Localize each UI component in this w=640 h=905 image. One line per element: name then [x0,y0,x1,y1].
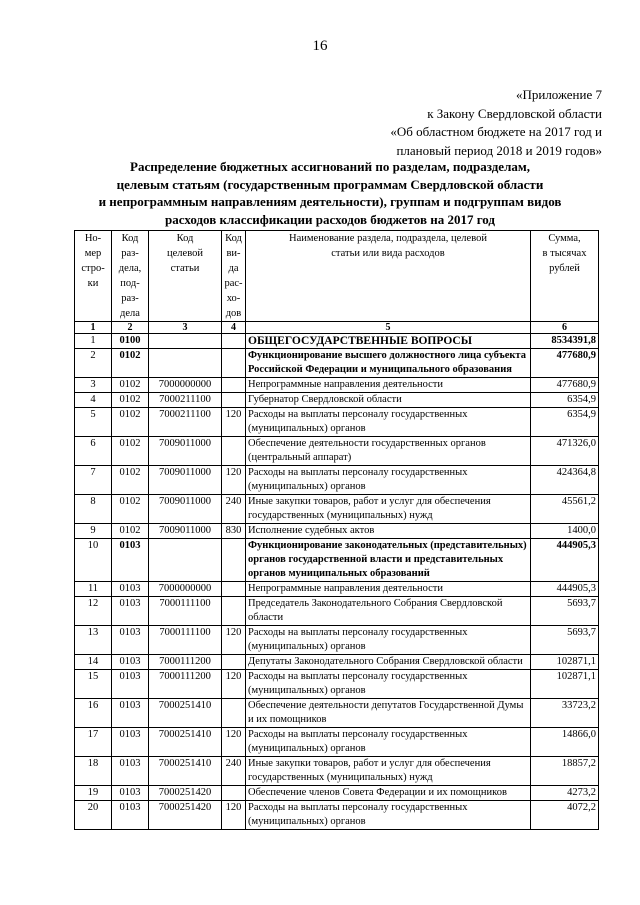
target-code: 7000111100 [149,597,222,626]
amount: 6354,9 [531,408,599,437]
target-code: 7000000000 [149,582,222,597]
amount: 5693,7 [531,597,599,626]
table-row [75,539,599,582]
section-code: 0102 [112,408,149,437]
row-number: 12 [75,597,112,626]
amount: 424364,8 [531,466,599,495]
table-row [75,393,599,408]
table-body [75,334,599,830]
section-code: 0103 [112,801,149,830]
target-code: 7000251410 [149,728,222,757]
section-code: 0103 [112,655,149,670]
header-target-code: Код целевой статьи [149,231,222,322]
appendix-line: плановый период 2018 и 2019 годов» [396,142,602,158]
section-code: 0103 [112,699,149,728]
header-sum: Сумма, в тысячах рублей [531,231,599,322]
expense-name: Расходы на выплаты персоналу государственных (муниципальных) органов [246,801,531,830]
row-number: 8 [75,495,112,524]
table-row [75,378,599,393]
expense-name: Депутаты Законодательного Собрания Свердловской области [246,655,531,670]
title-line: Распределение бюджетных ассигнований по разделам, подразделам, [130,159,530,174]
amount: 444905,3 [531,539,599,582]
expense-name: Расходы на выплаты персоналу государственных (муниципальных) органов [246,408,531,437]
section-code: 0103 [112,786,149,801]
column-number: 1 [75,322,112,334]
amount: 45561,2 [531,495,599,524]
section-code: 0102 [112,437,149,466]
title-line: и непрограммным направлениям деятельности), группам и подгруппам видов [98,194,562,209]
expense-kind-code: 120 [222,466,246,495]
expense-kind-code: 120 [222,670,246,699]
column-number-row [75,322,599,334]
row-number: 6 [75,437,112,466]
expense-name: Обеспечение членов Совета Федерации и их помощников [246,786,531,801]
row-number: 7 [75,466,112,495]
row-number: 10 [75,539,112,582]
section-code: 0103 [112,539,149,582]
target-code: 7009011000 [149,495,222,524]
target-code: 7000111100 [149,626,222,655]
row-number: 2 [75,349,112,378]
table-row [75,349,599,378]
expense-kind-code: 120 [222,408,246,437]
header-name: Наименование раздела, подраздела, целевой статьи или вида расходов [246,231,531,322]
target-code: 7000251410 [149,757,222,786]
row-number: 16 [75,699,112,728]
table-row [75,655,599,670]
row-number: 13 [75,626,112,655]
document-title [60,158,600,228]
table-row [75,597,599,626]
header-section-code: Код раз- дела, под- раз- дела [112,231,149,322]
table-row [75,728,599,757]
row-number: 9 [75,524,112,539]
target-code [149,334,222,349]
expense-kind-code [222,786,246,801]
row-number: 15 [75,670,112,699]
amount: 33723,2 [531,699,599,728]
column-number: 6 [531,322,599,334]
expense-kind-code: 830 [222,524,246,539]
section-code: 0103 [112,670,149,699]
expense-kind-code: 120 [222,728,246,757]
section-code: 0100 [112,334,149,349]
table-row [75,582,599,597]
appendix-heading [390,86,602,160]
row-number: 3 [75,378,112,393]
table-row [75,495,599,524]
expense-kind-code: 120 [222,801,246,830]
amount: 6354,9 [531,393,599,408]
section-code: 0102 [112,524,149,539]
table-row [75,786,599,801]
target-code [149,349,222,378]
expense-name: Иные закупки товаров, работ и услуг для обеспечения государственных (муниципальных) нужд [246,757,531,786]
amount: 444905,3 [531,582,599,597]
expense-name: Иные закупки товаров, работ и услуг для обеспечения государственных (муниципальных) нужд [246,495,531,524]
expense-kind-code: 240 [222,757,246,786]
table-row [75,524,599,539]
amount: 18857,2 [531,757,599,786]
header-row-number: Но- мер стро- ки [75,231,112,322]
target-code: 7000251420 [149,786,222,801]
section-code: 0103 [112,626,149,655]
table-row [75,408,599,437]
table-row [75,437,599,466]
row-number: 1 [75,334,112,349]
column-number: 5 [246,322,531,334]
expense-name: Расходы на выплаты персоналу государственных (муниципальных) органов [246,466,531,495]
section-code: 0102 [112,495,149,524]
expense-name: Расходы на выплаты персоналу государственных (муниципальных) органов [246,728,531,757]
target-code: 7000000000 [149,378,222,393]
amount: 471326,0 [531,437,599,466]
expense-name: Председатель Законодательного Собрания Свердловской области [246,597,531,626]
row-number: 11 [75,582,112,597]
section-code: 0102 [112,393,149,408]
expense-kind-code [222,378,246,393]
amount: 8534391,8 [531,334,599,349]
target-code: 7000251410 [149,699,222,728]
expense-name: Обеспечение деятельности депутатов Государственной Думы и их помощников [246,699,531,728]
expense-kind-code [222,437,246,466]
section-code: 0102 [112,466,149,495]
section-code: 0103 [112,597,149,626]
section-code: 0103 [112,728,149,757]
title-line: расходов классификации расходов бюджетов на 2017 год [164,211,495,227]
section-code: 0103 [112,582,149,597]
table-row [75,670,599,699]
amount: 1400,0 [531,524,599,539]
amount: 477680,9 [531,349,599,378]
section-code: 0102 [112,349,149,378]
table-row [75,466,599,495]
target-code: 7000111200 [149,670,222,699]
target-code: 7000211100 [149,408,222,437]
expense-kind-code [222,393,246,408]
target-code: 7000211100 [149,393,222,408]
table-row [75,699,599,728]
amount: 4072,2 [531,801,599,830]
appendix-line: «Приложение 7 [515,87,602,102]
column-number: 3 [149,322,222,334]
expense-kind-code [222,334,246,349]
row-number: 17 [75,728,112,757]
row-number: 5 [75,408,112,437]
target-code: 7009011000 [149,524,222,539]
expense-name: Непрограммные направления деятельности [246,582,531,597]
row-number: 20 [75,801,112,830]
expense-kind-code: 240 [222,495,246,524]
budget-table [74,230,599,830]
table-row [75,334,599,349]
expense-name: Функционирование законодательных (представительных) органов государственной власти и представительных органов муниципальных образований [246,539,531,582]
section-code: 0103 [112,757,149,786]
table-header-row [75,231,599,322]
title-line: целевым статьям (государственным программам Свердловской области [116,176,544,192]
column-number: 4 [222,322,246,334]
amount: 14866,0 [531,728,599,757]
expense-kind-code [222,597,246,626]
expense-kind-code: 120 [222,626,246,655]
expense-kind-code [222,699,246,728]
expense-name: Непрограммные направления деятельности [246,378,531,393]
row-number: 4 [75,393,112,408]
amount: 4273,2 [531,786,599,801]
target-code: 7000111200 [149,655,222,670]
expense-name: Функционирование высшего должностного лица субъекта Российской Федерации и муниципального образования [246,349,531,378]
target-code: 7009011000 [149,437,222,466]
appendix-line: «Об областном бюджете на 2017 год и [390,124,602,139]
expense-name: Губернатор Свердловской области [246,393,531,408]
page-number: 16 [312,38,328,54]
section-code: 0102 [112,378,149,393]
header-expense-kind-code: Код ви- да рас- хо- дов [222,231,246,322]
amount: 477680,9 [531,378,599,393]
amount: 5693,7 [531,626,599,655]
table-row [75,626,599,655]
column-number: 2 [112,322,149,334]
expense-kind-code [222,539,246,582]
expense-kind-code [222,582,246,597]
row-number: 18 [75,757,112,786]
expense-name: ОБЩЕГОСУДАРСТВЕННЫЕ ВОПРОСЫ [246,334,531,349]
expense-name: Расходы на выплаты персоналу государственных (муниципальных) органов [246,670,531,699]
target-code: 7000251420 [149,801,222,830]
expense-name: Обеспечение деятельности государственных органов (центральный аппарат) [246,437,531,466]
table-row [75,757,599,786]
expense-name: Исполнение судебных актов [246,524,531,539]
row-number: 14 [75,655,112,670]
target-code: 7009011000 [149,466,222,495]
amount: 102871,1 [531,655,599,670]
target-code [149,539,222,582]
row-number: 19 [75,786,112,801]
expense-kind-code [222,349,246,378]
expense-name: Расходы на выплаты персоналу государственных (муниципальных) органов [246,626,531,655]
appendix-line: к Закону Свердловской области [427,105,602,121]
expense-kind-code [222,655,246,670]
amount: 102871,1 [531,670,599,699]
table-row [75,801,599,830]
